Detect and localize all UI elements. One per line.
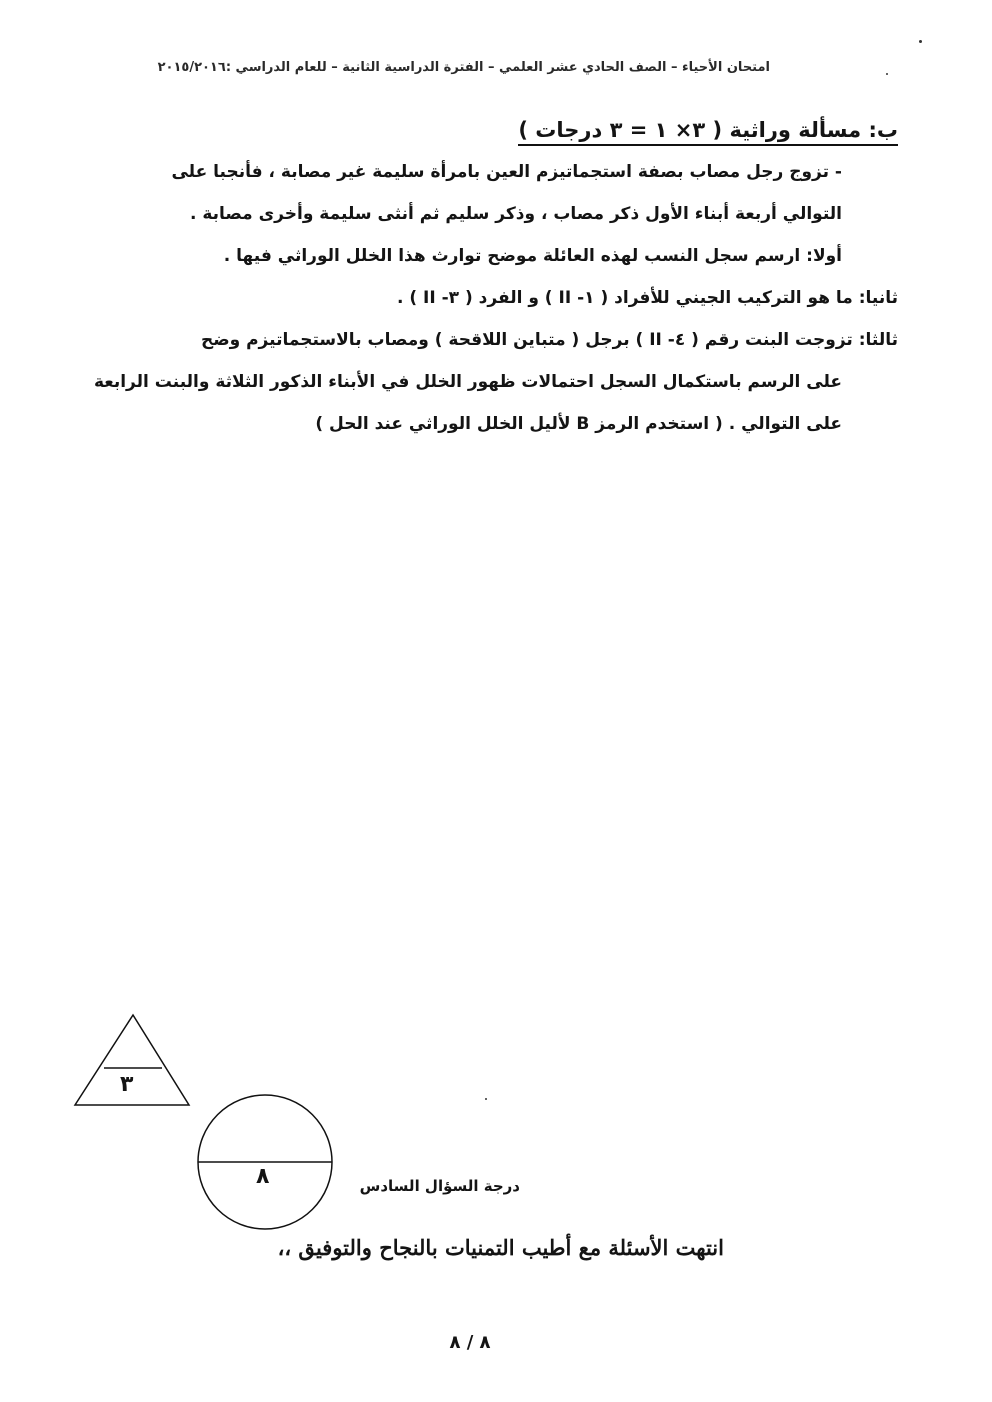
question-three-cont: على الرسم باستكمال السجل احتمالات ظهور الخلل في الأبناء الذكور الثلاثة والبنت الرابعة <box>93 372 842 392</box>
circle-score-box <box>198 1095 332 1229</box>
section-title: ب: مسألة وراثية ( ٣× ١ = ٣ درجات ) <box>518 118 898 146</box>
circle-score-value: ٨ <box>256 1164 270 1189</box>
question-three-cont: على التوالي . ( استخدم الرمز B لأليل الخلل الوراثي عند الحل ) <box>315 414 842 434</box>
question-six-score-label: درجة السؤال السادس <box>359 1177 520 1195</box>
question-one: أولا: ارسم سجل النسب لهذه العائلة موضح توارث هذا الخلل الوراثي فيها . <box>223 246 842 266</box>
question-two: ثانيا: ما هو التركيب الجيني للأفراد ( ١- II ) و الفرد ( ٣- II ) . <box>396 288 898 308</box>
triangle-score-value: ٣ <box>120 1072 134 1097</box>
page-number: ٨ / ٨ <box>449 1332 491 1353</box>
closing-message: انتهت الأسئلة مع أطيب التمنيات بالنجاح والتوفيق ،، <box>277 1235 724 1260</box>
problem-line: - تزوج رجل مصاب بصفة استجماتيزم العين بامرأة سليمة غير مصابة ، فأنجبا على <box>171 162 842 182</box>
exam-header: امتحان الأحياء – الصف الحادي عشر العلمي – الفترة الدراسية الثانية – للعام الدراسي :٢٠١٥/٢٠١٦ <box>157 60 770 75</box>
question-three: ثالثا: تزوجت البنت رقم ( ٤- II ) برجل ( متباين اللاقحة ) ومصاب بالاستجماتيزم وضح <box>200 330 898 350</box>
problem-line: التوالي أربعة أبناء الأول ذكر مصاب ، وذكر سليم ثم أنثى سليمة وأخرى مصابة . <box>189 204 842 224</box>
